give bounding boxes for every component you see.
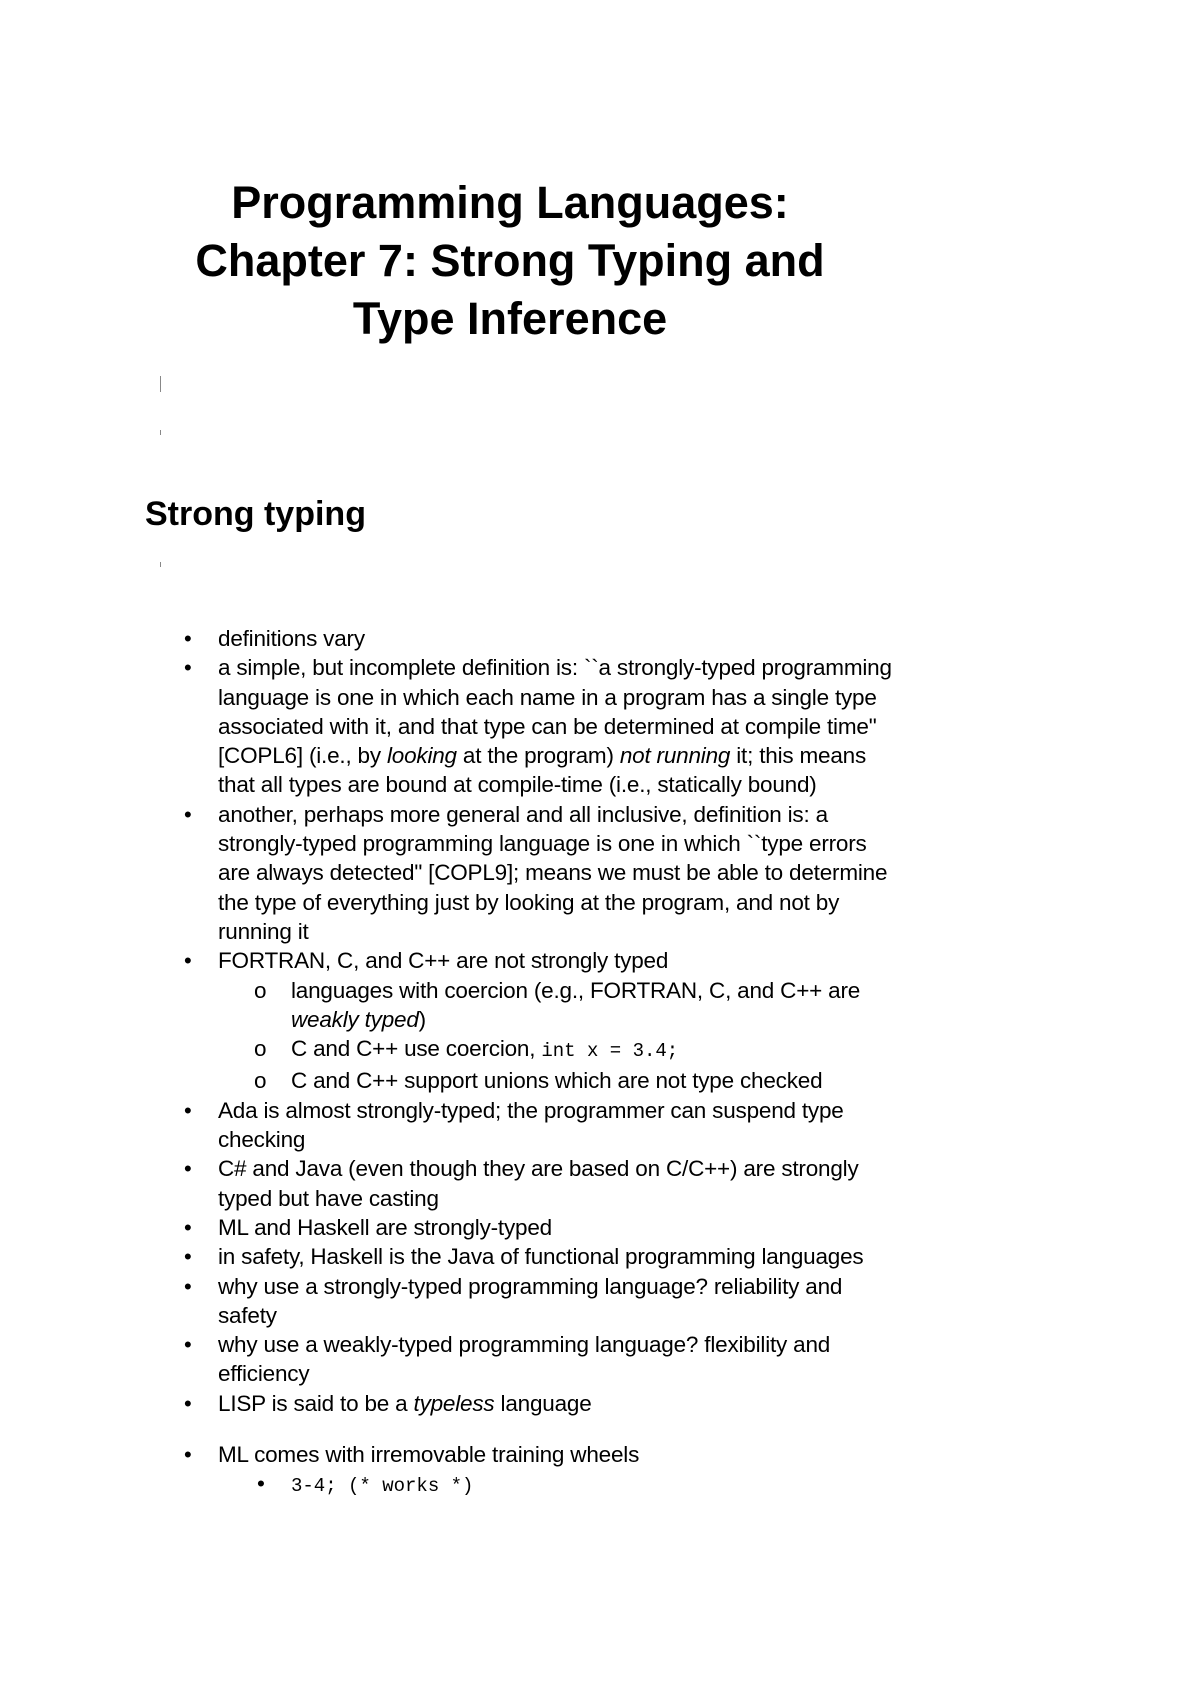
list-item-text: ): [418, 1006, 426, 1032]
sub-list-item: [291, 1469, 898, 1501]
text-cursor-mark: [160, 376, 161, 392]
list-item-text: C# and Java (even though they are based on C/C++) are strongly typed but have casting: [218, 1156, 859, 1211]
list-item-text: C and C++ support unions which are not type checked: [291, 1068, 823, 1094]
list-item: [218, 800, 898, 946]
text-cursor-mark: [160, 562, 161, 567]
list-item: [218, 1389, 898, 1418]
emphasis-text: looking: [386, 743, 457, 769]
sub-list-item: [291, 1066, 898, 1095]
list-item: [218, 1440, 898, 1502]
document-title: [150, 174, 870, 348]
list-item-text: C and C++ use coercion,: [291, 1036, 542, 1062]
sub-list: [291, 976, 898, 1096]
list-item: [218, 946, 898, 1095]
list-item-text: language: [494, 1390, 592, 1416]
list-item-text: languages with coercion (e.g., FORTRAN, C, and C++ are: [291, 977, 861, 1003]
title-line-2: Chapter 7: Strong Typing and: [195, 235, 825, 286]
list-item: [218, 624, 898, 653]
code-snippet: int x = 3.4;: [541, 1040, 679, 1063]
list-item: [218, 1096, 898, 1155]
list-item-text: in safety, Haskell is the Java of functional programming languages: [218, 1244, 864, 1270]
list-item-text: another, perhaps more general and all inclusive, definition is: a strongly-typed programming language is one in which ``type errors are always detected" [COPL9]; means we must be able to determine the type of everything just by looking at the program, and not by running it: [218, 801, 888, 944]
list-item-text: it; this means that all types are bound at compile-time (i.e., statically bound): [218, 743, 867, 798]
sub-list: [291, 1469, 898, 1501]
list-item-text: ML comes with irremovable training wheels: [218, 1442, 640, 1468]
list-item: [218, 1242, 898, 1271]
list-item-text: why use a strongly-typed programming language? reliability and safety: [218, 1273, 843, 1328]
list-item: [218, 1272, 898, 1331]
list-item-text: FORTRAN, C, and C++ are not strongly typed: [218, 948, 669, 974]
list-item-text: ML and Haskell are strongly-typed: [218, 1214, 552, 1240]
code-snippet: 3-4; (* works *): [291, 1475, 474, 1498]
bullet-list: [218, 624, 898, 1502]
list-item-text: a simple, but incomplete definition is: ``a strongly-typed programming language is one in which each name in a program has a single type associated with it, and that type can be determined at compile time" [COPL6] (i.e., by: [218, 655, 892, 769]
list-item-text: Ada is almost strongly-typed; the programmer can suspend type checking: [218, 1097, 844, 1153]
list-item-text: LISP is said to be a: [218, 1390, 414, 1416]
sub-list-item: [291, 976, 898, 1035]
list-item-text: definitions vary: [218, 626, 365, 651]
emphasis-text: typeless: [413, 1390, 495, 1416]
list-item-text: why use a weakly-typed programming language? flexibility and efficiency: [218, 1332, 831, 1387]
emphasis-text: weakly typed: [291, 1006, 419, 1032]
list-item-text: at the program): [456, 743, 620, 769]
list-item: [218, 653, 898, 799]
sub-list-item: [291, 1034, 898, 1066]
title-line-3: Type Inference: [352, 293, 668, 344]
text-cursor-mark: [160, 430, 161, 435]
list-item: [218, 1154, 898, 1213]
list-item: [218, 1330, 898, 1389]
title-line-1: Programming Languages:: [231, 177, 789, 228]
emphasis-text: not running: [619, 743, 731, 769]
section-heading: Strong typing: [145, 495, 366, 533]
list-item: [218, 1213, 898, 1242]
